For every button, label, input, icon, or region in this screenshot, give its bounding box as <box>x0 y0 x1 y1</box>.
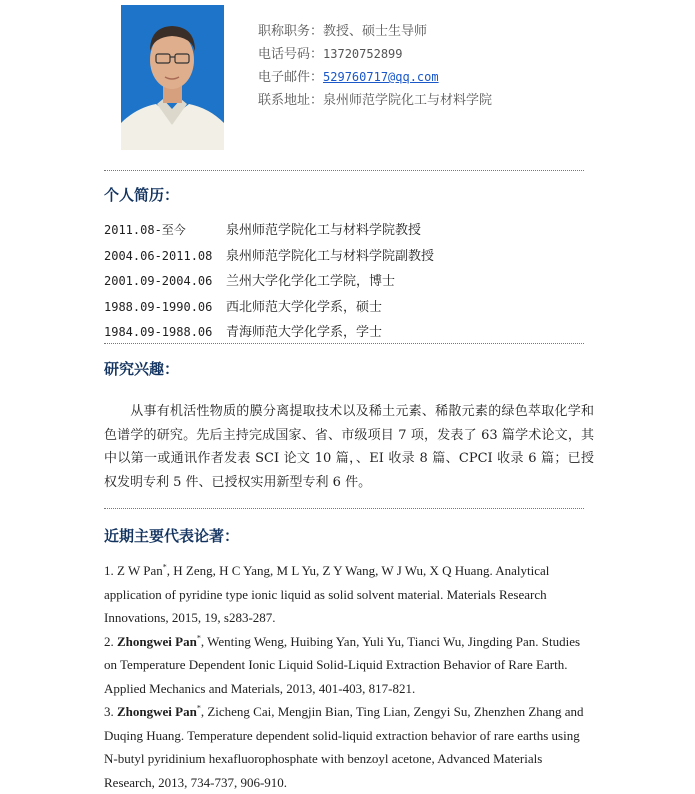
research-text: 从事有机活性物质的膜分离提取技术以及稀土元素、稀散元素的绿色萃取化学和色谱学的研究。先后主持完成国家、省、市级项目 7 项，发表了 63 篇学术论文，其中以第一或通讯作者发表 SCI 论文 10 篇，、EI 收录 8 篇、CPCI 收录 6 篇；已授权发明专利 5 件、已授权实用新型专利 6 件。 <box>104 404 594 490</box>
phone-label: 电话号码： <box>258 47 324 62</box>
cv-date: 2004.06-2011.08 <box>104 248 213 263</box>
email-row <box>258 66 492 89</box>
research-heading: 研究兴趣： <box>104 360 180 378</box>
cv-desc: 泉州师范学院化工与材料学院教授 <box>226 223 422 238</box>
address-row: 联系地址：泉州师范学院化工与材料学院 <box>258 93 493 108</box>
profile-photo <box>121 5 224 150</box>
cv-heading: 个人简历： <box>104 186 180 204</box>
publication-item <box>104 700 596 794</box>
publications-heading: 近期主要代表论著： <box>104 527 240 545</box>
publication-number: 3. <box>104 704 117 719</box>
publication-list <box>104 559 596 794</box>
publication-item <box>104 559 596 630</box>
publication-lead-author: Zhongwei Pan <box>117 633 197 649</box>
cv-date: 1984.09-1988.06 <box>104 325 213 339</box>
cv-desc: 青海师范大学化学系，学士 <box>226 325 383 340</box>
publication-lead-author: Zhongwei Pan <box>117 704 197 719</box>
phone-value: 13720752899 <box>323 47 403 61</box>
contact-info <box>258 20 492 112</box>
cv-item <box>104 244 434 270</box>
publication-citation: , Zicheng Cai, Mengjin Bian, Ting Lian, Zengyi Su, Zhenzhen Zhang and Duqing Huang. Temperature dependent solid-liquid extraction behavior of rare earths using N-butyl pyridinium hexafluorophosphate with benzoyl acetone, Advanced Materials Research, 2013, 734-737, 906-910. <box>104 704 584 790</box>
publication-item <box>104 630 596 701</box>
cv-date: 2011.08-至今 <box>104 223 186 237</box>
corresponding-mark: * <box>162 562 167 572</box>
publication-number: 2. <box>104 633 117 649</box>
cv-desc: 兰州大学化学化工学院，博士 <box>226 274 396 289</box>
cv-date: 2001.09-2004.06 <box>104 274 213 288</box>
publication-number: 1. <box>104 563 117 578</box>
divider <box>104 508 584 509</box>
cv-date: 1988.09-1990.06 <box>104 299 213 314</box>
cv-desc: 泉州师范学院化工与材料学院副教授 <box>226 248 435 264</box>
email-link[interactable]: 529760717@qq.com <box>323 70 439 84</box>
publication-lead-author: Z W Pan <box>117 563 163 578</box>
cv-item <box>104 269 434 295</box>
divider <box>104 170 584 171</box>
phone-row <box>258 43 492 66</box>
divider <box>104 343 584 344</box>
cv-desc: 西北师范大学化学系，硕士 <box>226 299 383 315</box>
email-label: 电子邮件： <box>258 70 324 85</box>
corresponding-mark: * <box>196 633 201 643</box>
cv-item <box>104 295 434 321</box>
cv-item <box>104 320 434 346</box>
cv-list <box>104 218 434 346</box>
cv-item <box>104 218 434 244</box>
portrait-illustration <box>121 5 224 150</box>
title-row: 职称职务：教授、硕士生导师 <box>258 24 428 39</box>
publication-citation: , H Zeng, H C Yang, M L Yu, Z Y Wang, W J Wu, X Q Huang. Analytical application of pyridine type ionic liquid as solid solvent material. Materials Research Innovations, 2015, 19, s283-287. <box>104 563 550 625</box>
research-paragraph <box>104 400 594 494</box>
publication-citation: , Wenting Weng, Huibing Yan, Yuli Yu, Tianci Wu, Jingding Pan. Studies on Temperature Dependent Ionic Liquid Solid-Liquid Extraction Behavior of Rare Earth. Applied Mechanics and Materials, 2013, 401-403, 817-821. <box>104 633 581 696</box>
corresponding-mark: * <box>196 703 201 713</box>
